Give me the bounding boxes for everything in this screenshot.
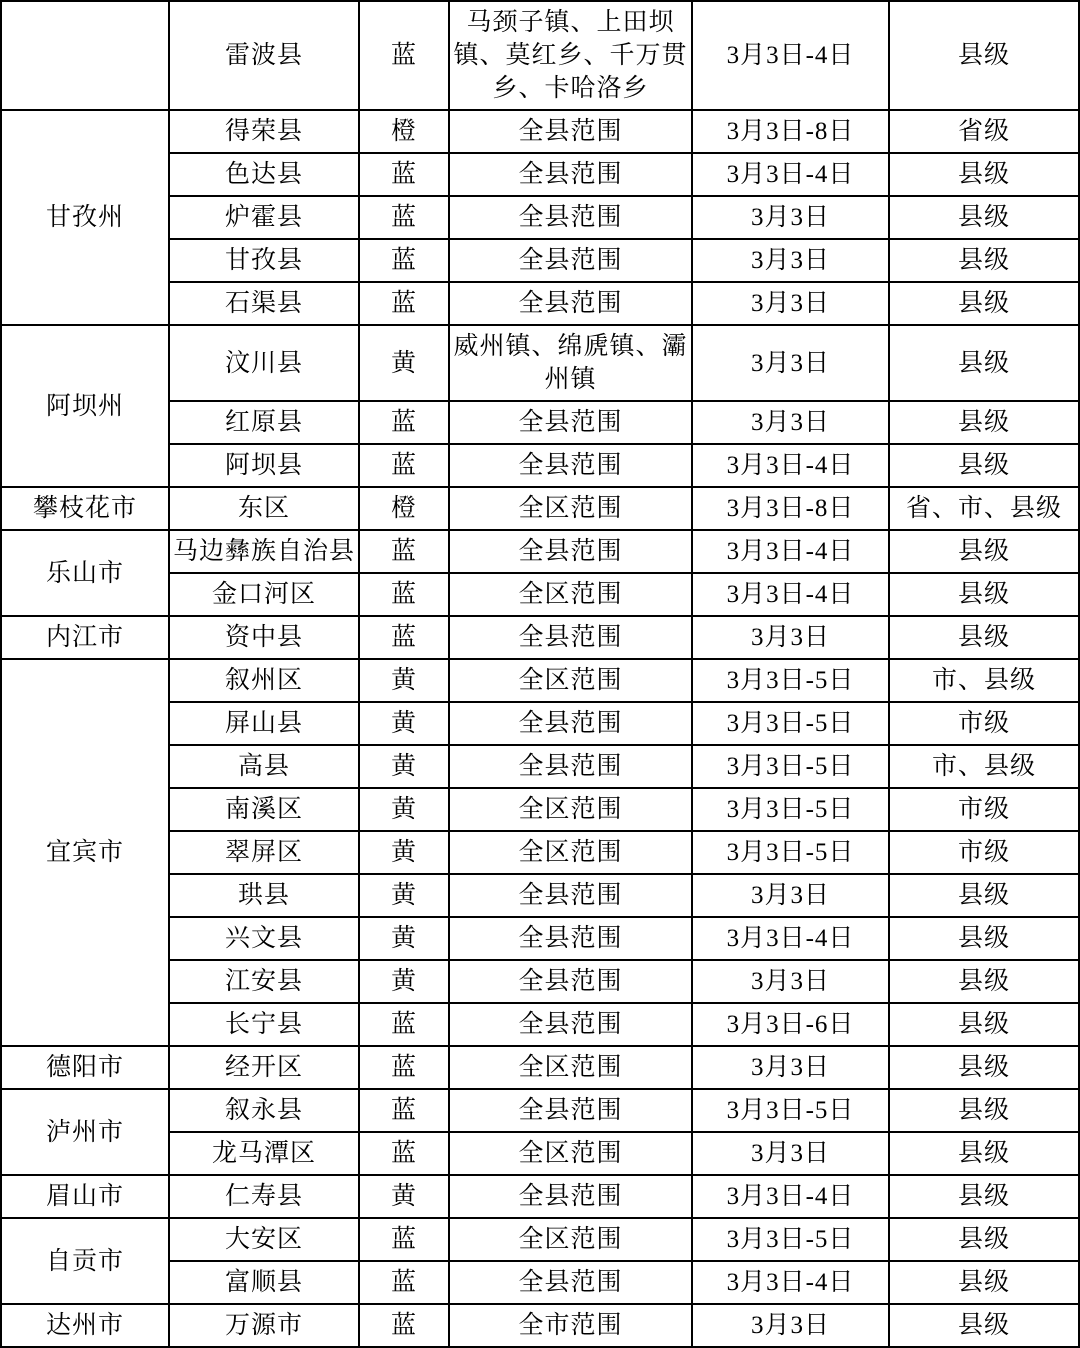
cell-county: 马边彝族自治县 — [169, 530, 359, 573]
cell-level: 县级 — [889, 874, 1079, 917]
cell-color: 橙 — [359, 487, 449, 530]
cell-county: 江安县 — [169, 960, 359, 1003]
cell-color: 蓝 — [359, 1218, 449, 1261]
cell-color: 黄 — [359, 917, 449, 960]
cell-county: 得荣县 — [169, 110, 359, 153]
cell-color: 蓝 — [359, 530, 449, 573]
cell-scope: 全县范围 — [449, 1261, 692, 1304]
cell-scope: 全县范围 — [449, 917, 692, 960]
cell-color: 黄 — [359, 960, 449, 1003]
cell-region: 内江市 — [1, 616, 169, 659]
cell-county: 仁寿县 — [169, 1175, 359, 1218]
cell-county: 珙县 — [169, 874, 359, 917]
table-row — [1, 616, 1079, 659]
cell-county: 大安区 — [169, 1218, 359, 1261]
cell-color: 蓝 — [359, 1003, 449, 1046]
cell-date: 3月3日 — [692, 874, 889, 917]
cell-date: 3月3日-4日 — [692, 530, 889, 573]
cell-county: 高县 — [169, 745, 359, 788]
cell-color: 黄 — [359, 745, 449, 788]
cell-level: 县级 — [889, 325, 1079, 401]
table-row — [1, 110, 1079, 153]
cell-color: 蓝 — [359, 1, 449, 110]
cell-level: 市、县级 — [889, 745, 1079, 788]
cell-color: 蓝 — [359, 196, 449, 239]
cell-region: 乐山市 — [1, 530, 169, 616]
table-row — [1, 1, 1079, 110]
cell-county: 南溪区 — [169, 788, 359, 831]
cell-date: 3月3日-4日 — [692, 1261, 889, 1304]
cell-scope: 全市范围 — [449, 1304, 692, 1347]
cell-date: 3月3日-4日 — [692, 1175, 889, 1218]
cell-date: 3月3日-4日 — [692, 917, 889, 960]
cell-color: 黄 — [359, 831, 449, 874]
table-row — [1, 487, 1079, 530]
cell-level: 县级 — [889, 401, 1079, 444]
cell-color: 黄 — [359, 874, 449, 917]
cell-level: 县级 — [889, 616, 1079, 659]
cell-date: 3月3日 — [692, 239, 889, 282]
cell-county: 富顺县 — [169, 1261, 359, 1304]
cell-date: 3月3日-6日 — [692, 1003, 889, 1046]
cell-date: 3月3日-5日 — [692, 788, 889, 831]
cell-scope: 全区范围 — [449, 1046, 692, 1089]
table-row — [1, 530, 1079, 573]
cell-color: 蓝 — [359, 239, 449, 282]
cell-scope: 全县范围 — [449, 1003, 692, 1046]
cell-scope: 全县范围 — [449, 239, 692, 282]
cell-scope: 全区范围 — [449, 788, 692, 831]
cell-scope: 全县范围 — [449, 874, 692, 917]
cell-county: 甘孜县 — [169, 239, 359, 282]
cell-county: 叙永县 — [169, 1089, 359, 1132]
cell-color: 蓝 — [359, 1089, 449, 1132]
cell-color: 蓝 — [359, 1132, 449, 1175]
table-row — [1, 1175, 1079, 1218]
cell-date: 3月3日 — [692, 401, 889, 444]
cell-region: 眉山市 — [1, 1175, 169, 1218]
cell-level: 县级 — [889, 196, 1079, 239]
cell-level: 市级 — [889, 831, 1079, 874]
cell-level: 县级 — [889, 1, 1079, 110]
cell-level: 县级 — [889, 1175, 1079, 1218]
cell-color: 黄 — [359, 702, 449, 745]
cell-scope: 全县范围 — [449, 153, 692, 196]
cell-date: 3月3日-8日 — [692, 110, 889, 153]
cell-county: 经开区 — [169, 1046, 359, 1089]
cell-date: 3月3日 — [692, 1046, 889, 1089]
cell-county: 阿坝县 — [169, 444, 359, 487]
cell-county: 东区 — [169, 487, 359, 530]
cell-level: 县级 — [889, 960, 1079, 1003]
cell-level: 省、市、县级 — [889, 487, 1079, 530]
cell-scope: 全县范围 — [449, 282, 692, 325]
cell-scope: 全县范围 — [449, 1175, 692, 1218]
cell-scope: 全县范围 — [449, 110, 692, 153]
cell-region: 攀枝花市 — [1, 487, 169, 530]
cell-scope: 全区范围 — [449, 831, 692, 874]
cell-color: 蓝 — [359, 444, 449, 487]
cell-region: 宜宾市 — [1, 659, 169, 1046]
cell-color: 蓝 — [359, 1046, 449, 1089]
cell-scope: 全县范围 — [449, 616, 692, 659]
cell-color: 黄 — [359, 1175, 449, 1218]
cell-region: 甘孜州 — [1, 110, 169, 325]
cell-scope: 马颈子镇、上田坝镇、莫红乡、千万贯乡、卡哈洛乡 — [449, 1, 692, 110]
cell-county: 色达县 — [169, 153, 359, 196]
cell-level: 县级 — [889, 444, 1079, 487]
table-body — [1, 1, 1079, 1347]
cell-level: 县级 — [889, 1046, 1079, 1089]
cell-scope: 全县范围 — [449, 1089, 692, 1132]
cell-scope: 全县范围 — [449, 745, 692, 788]
cell-date: 3月3日 — [692, 1132, 889, 1175]
cell-level: 县级 — [889, 573, 1079, 616]
cell-scope: 全县范围 — [449, 196, 692, 239]
cell-region: 自贡市 — [1, 1218, 169, 1304]
cell-level: 县级 — [889, 1304, 1079, 1347]
cell-county: 汶川县 — [169, 325, 359, 401]
cell-region — [1, 1, 169, 110]
cell-date: 3月3日-5日 — [692, 702, 889, 745]
cell-color: 橙 — [359, 110, 449, 153]
cell-scope: 全县范围 — [449, 960, 692, 1003]
cell-level: 县级 — [889, 1218, 1079, 1261]
cell-date: 3月3日-4日 — [692, 153, 889, 196]
cell-county: 叙州区 — [169, 659, 359, 702]
cell-county: 龙马潭区 — [169, 1132, 359, 1175]
cell-region: 泸州市 — [1, 1089, 169, 1175]
table-row — [1, 1089, 1079, 1132]
table-row — [1, 659, 1079, 702]
cell-county: 翠屏区 — [169, 831, 359, 874]
cell-county: 红原县 — [169, 401, 359, 444]
cell-date: 3月3日-5日 — [692, 659, 889, 702]
cell-color: 蓝 — [359, 401, 449, 444]
cell-level: 县级 — [889, 239, 1079, 282]
cell-date: 3月3日-5日 — [692, 745, 889, 788]
cell-date: 3月3日-4日 — [692, 444, 889, 487]
cell-level: 县级 — [889, 1089, 1079, 1132]
cell-color: 蓝 — [359, 153, 449, 196]
table-row — [1, 325, 1079, 401]
cell-date: 3月3日-8日 — [692, 487, 889, 530]
cell-color: 蓝 — [359, 282, 449, 325]
cell-county: 兴文县 — [169, 917, 359, 960]
cell-color: 蓝 — [359, 573, 449, 616]
cell-scope: 全县范围 — [449, 530, 692, 573]
cell-region: 德阳市 — [1, 1046, 169, 1089]
cell-region: 达州市 — [1, 1304, 169, 1347]
cell-county: 屏山县 — [169, 702, 359, 745]
cell-date: 3月3日 — [692, 616, 889, 659]
cell-date: 3月3日 — [692, 196, 889, 239]
cell-date: 3月3日-5日 — [692, 1218, 889, 1261]
cell-scope: 全区范围 — [449, 487, 692, 530]
cell-level: 县级 — [889, 1003, 1079, 1046]
cell-level: 县级 — [889, 153, 1079, 196]
cell-county: 长宁县 — [169, 1003, 359, 1046]
cell-county: 万源市 — [169, 1304, 359, 1347]
cell-scope: 全区范围 — [449, 659, 692, 702]
cell-level: 市、县级 — [889, 659, 1079, 702]
cell-date: 3月3日 — [692, 1304, 889, 1347]
cell-level: 县级 — [889, 282, 1079, 325]
cell-color: 黄 — [359, 659, 449, 702]
cell-scope: 全县范围 — [449, 401, 692, 444]
cell-date: 3月3日-4日 — [692, 573, 889, 616]
cell-scope: 全区范围 — [449, 573, 692, 616]
cell-level: 县级 — [889, 917, 1079, 960]
cell-scope: 全区范围 — [449, 1132, 692, 1175]
cell-scope: 全县范围 — [449, 702, 692, 745]
table-row — [1, 1304, 1079, 1347]
table-row — [1, 1218, 1079, 1261]
cell-date: 3月3日-5日 — [692, 831, 889, 874]
cell-level: 省级 — [889, 110, 1079, 153]
cell-color: 黄 — [359, 325, 449, 401]
cell-date: 3月3日-4日 — [692, 1, 889, 110]
cell-color: 黄 — [359, 788, 449, 831]
cell-region: 阿坝州 — [1, 325, 169, 487]
cell-scope: 全县范围 — [449, 444, 692, 487]
cell-level: 县级 — [889, 1132, 1079, 1175]
cell-scope: 全区范围 — [449, 1218, 692, 1261]
cell-date: 3月3日 — [692, 960, 889, 1003]
cell-county: 雷波县 — [169, 1, 359, 110]
cell-level: 县级 — [889, 530, 1079, 573]
cell-color: 蓝 — [359, 1261, 449, 1304]
cell-level: 市级 — [889, 788, 1079, 831]
cell-county: 金口河区 — [169, 573, 359, 616]
table-row — [1, 1046, 1079, 1089]
cell-county: 石渠县 — [169, 282, 359, 325]
cell-scope: 威州镇、绵虒镇、灞州镇 — [449, 325, 692, 401]
cell-color: 蓝 — [359, 616, 449, 659]
cell-date: 3月3日-5日 — [692, 1089, 889, 1132]
cell-county: 炉霍县 — [169, 196, 359, 239]
cell-level: 县级 — [889, 1261, 1079, 1304]
cell-date: 3月3日 — [692, 325, 889, 401]
cell-date: 3月3日 — [692, 282, 889, 325]
cell-color: 蓝 — [359, 1304, 449, 1347]
cell-county: 资中县 — [169, 616, 359, 659]
cell-level: 市级 — [889, 702, 1079, 745]
